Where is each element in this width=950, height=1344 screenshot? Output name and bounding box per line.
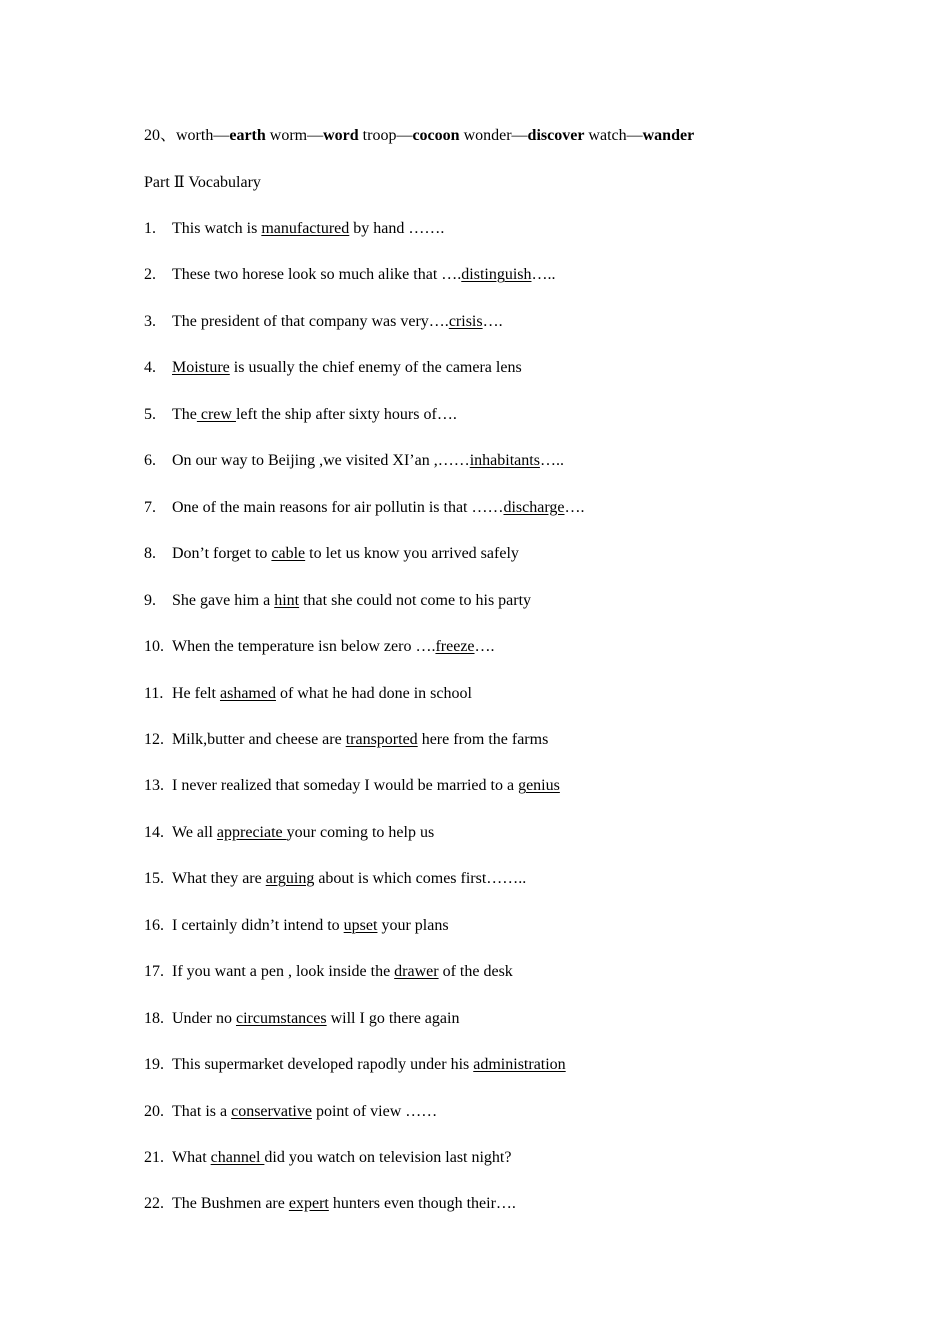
item-text-after: ….	[474, 638, 495, 656]
pair-dash: —	[396, 127, 413, 144]
vocabulary-item	[144, 1102, 437, 1122]
pair-word: watch	[584, 127, 627, 144]
pair-word: wonder	[459, 127, 512, 144]
item-answer-word: manufactured	[261, 220, 350, 237]
item-text-after: here from the farms	[417, 730, 549, 748]
item-text-before: I certainly didn’t intend to	[172, 916, 344, 934]
section-title: Part Ⅱ Vocabulary	[144, 174, 261, 191]
item-number: 6.	[144, 452, 156, 470]
vocabulary-item	[144, 869, 526, 889]
item-number: 12.	[144, 730, 164, 748]
pair-answer: wander	[642, 127, 695, 144]
item-text-after: point of view ……	[311, 1102, 438, 1120]
vocabulary-item	[144, 451, 564, 471]
item-answer-word: expert	[288, 1195, 329, 1213]
vocabulary-item	[144, 684, 472, 704]
item-text-after: will I go there again	[326, 1009, 460, 1027]
vocabulary-item	[144, 1194, 516, 1214]
vocabulary-item	[144, 1009, 459, 1029]
vocabulary-item	[144, 637, 495, 657]
vocabulary-item	[144, 776, 560, 796]
item-number: 5.	[144, 405, 156, 423]
item-text-after: your coming to help us	[286, 823, 435, 841]
item-text-after: hunters even though their….	[328, 1195, 516, 1213]
vocabulary-item	[144, 823, 434, 843]
item-text-after: of the desk	[438, 963, 513, 981]
item-number: 7.	[144, 498, 156, 516]
item-answer-word: channel	[210, 1149, 265, 1166]
item-text-before: This supermarket developed rapodly under his	[172, 1056, 474, 1074]
pair-answer: cocoon	[412, 127, 460, 144]
item-answer-word: genius	[518, 777, 560, 795]
pair-dash: —	[511, 127, 528, 144]
item-text-after: by hand …….	[349, 220, 445, 237]
item-number: 4.	[144, 359, 156, 377]
item-number: 16.	[144, 916, 164, 934]
item-text-before: These two horese look so much alike that ….	[172, 266, 462, 284]
item-answer-word: ashamed	[219, 684, 276, 702]
item-answer-word: cable	[271, 545, 306, 563]
item-number: 11.	[144, 684, 164, 702]
vocabulary-item	[144, 1055, 566, 1075]
item-text-after: about is which comes first……..	[314, 870, 527, 888]
item-answer-word: Moisture	[172, 359, 230, 377]
item-text-after: left the ship after sixty hours of….	[235, 405, 457, 423]
vocabulary-item	[144, 265, 556, 285]
vocabulary-item	[144, 1148, 511, 1168]
item-text-before: She gave him a	[172, 591, 275, 609]
item-text-after: to let us know you arrived safely	[305, 545, 519, 563]
item-answer-word: upset	[343, 916, 378, 934]
item-answer-word: administration	[473, 1056, 566, 1074]
item-answer-word: freeze	[435, 638, 475, 656]
vocabulary-item	[144, 219, 444, 239]
item-text-before: The Bushmen are	[172, 1195, 289, 1213]
item-answer-word: arguing	[265, 870, 315, 888]
item-number: 13.	[144, 777, 164, 795]
item-text-after: …..	[531, 266, 556, 284]
item-number: 2.	[144, 266, 156, 284]
pair-answer: word	[323, 127, 359, 144]
item-text-after: is usually the chief enemy of the camera lens	[229, 359, 522, 377]
pair-dash: —	[213, 127, 230, 144]
item-text-after: …..	[539, 452, 564, 470]
vocabulary-item	[144, 544, 519, 564]
item-answer-word: appreciate	[216, 823, 287, 841]
item-number: 17.	[144, 963, 164, 981]
item-answer-word: crisis	[448, 312, 483, 330]
item-text-before: One of the main reasons for air pollutin is that ……	[172, 498, 504, 516]
item-text-before: Milk,butter and cheese are	[172, 730, 346, 748]
item-text-before: The president of that company was very….	[172, 312, 449, 330]
item-answer-word: drawer	[394, 963, 439, 981]
item-text-before: What they are	[172, 870, 266, 888]
item-number: 14.	[144, 823, 164, 841]
item-text-after: ….	[564, 498, 585, 516]
pair-word: worm	[265, 127, 308, 144]
item-text-before: The	[172, 405, 197, 423]
item-answer-word: transported	[345, 730, 418, 748]
pair-answer: discover	[527, 127, 585, 144]
word-pair-line	[144, 126, 694, 146]
word-pair-lead: 20、worth	[144, 127, 214, 144]
pair-word: troop	[358, 127, 397, 144]
item-answer-word: circumstances	[235, 1009, 327, 1027]
item-text-before: This watch is	[172, 220, 262, 237]
item-text-before: Under no	[172, 1009, 236, 1027]
item-number: 19.	[144, 1056, 164, 1074]
vocabulary-item	[144, 405, 457, 425]
item-answer-word: inhabitants	[469, 452, 540, 470]
item-text-after: of what he had done in school	[275, 684, 472, 702]
vocabulary-item	[144, 312, 503, 332]
item-number: 9.	[144, 591, 156, 609]
item-text-before: When the temperature isn below zero ….	[172, 638, 436, 656]
item-number: 18.	[144, 1009, 164, 1027]
item-text-before: That is a	[172, 1102, 232, 1120]
item-text-before: On our way to Beijing ,we visited XI’an ,……	[172, 452, 470, 470]
vocabulary-item	[144, 358, 522, 378]
item-number: 1.	[144, 220, 156, 237]
vocabulary-item	[144, 498, 585, 518]
item-number: 10.	[144, 638, 164, 656]
vocabulary-item	[144, 591, 531, 611]
item-number: 21.	[144, 1149, 164, 1166]
item-number: 22.	[144, 1195, 164, 1213]
vocabulary-item	[144, 730, 548, 750]
pair-answer: earth	[229, 127, 266, 144]
item-text-before: I never realized that someday I would be married to a	[172, 777, 519, 795]
item-text-before: If you want a pen , look inside the	[172, 963, 395, 981]
item-number: 15.	[144, 870, 164, 888]
item-answer-word: hint	[274, 591, 300, 609]
item-text-before: We all	[172, 823, 217, 841]
item-text-before: Don’t forget to	[172, 545, 272, 563]
pair-dash: —	[307, 127, 324, 144]
item-number: 3.	[144, 312, 156, 330]
item-text-after: ….	[482, 312, 503, 330]
item-number: 8.	[144, 545, 156, 563]
item-text-after: did you watch on television last night?	[264, 1149, 512, 1166]
item-answer-word: discharge	[503, 498, 565, 516]
vocabulary-item	[144, 916, 449, 936]
item-number: 20.	[144, 1102, 164, 1120]
vocabulary-item	[144, 962, 513, 982]
item-text-before: What	[172, 1149, 211, 1166]
item-answer-word: conservative	[231, 1102, 312, 1120]
pair-dash: —	[626, 127, 643, 144]
item-answer-word: crew	[196, 405, 236, 423]
item-text-after: your plans	[377, 916, 449, 934]
item-answer-word: distinguish	[461, 266, 532, 284]
item-text-after: that she could not come to his party	[299, 591, 532, 609]
item-text-before: He felt	[172, 684, 220, 702]
